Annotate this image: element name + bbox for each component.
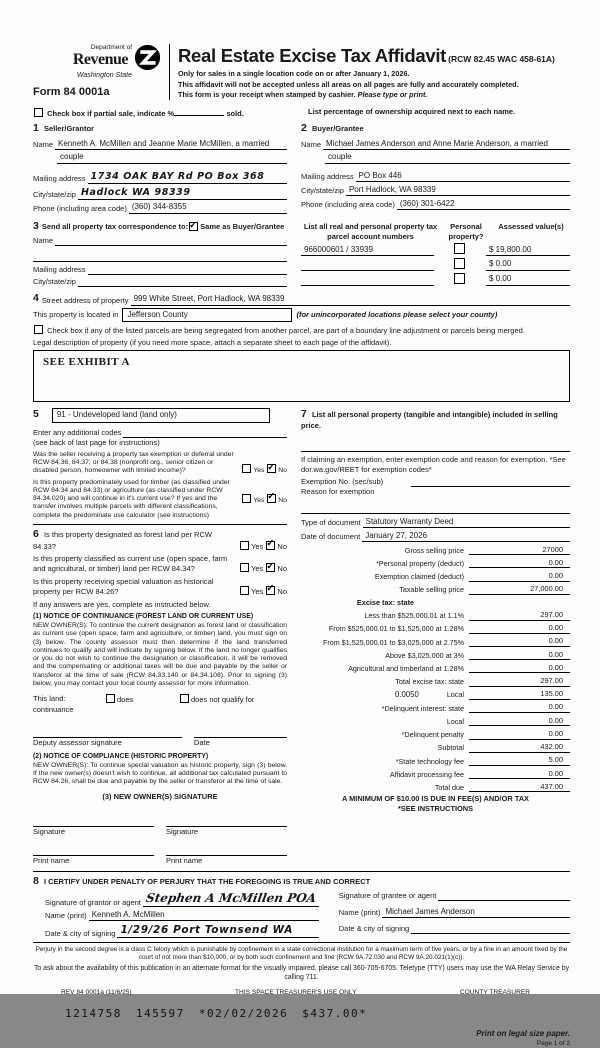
minimum-due-note: A MINIMUM OF $10.00 IS DUE IN FEE(S) AND/OR TAX *SEE INSTRUCTIONS <box>342 794 529 813</box>
treasurer-use-label: THIS SPACE TREASURER'S USE ONLY <box>235 988 357 996</box>
located-in-label: This property is located in <box>33 309 119 319</box>
s6-q3-no-checkbox[interactable] <box>266 586 275 595</box>
tax-row-delinquent-interest-local: Local 0.00 <box>301 716 570 727</box>
additional-codes-label: Enter any additional codes <box>33 428 122 438</box>
corr-city-field[interactable] <box>78 277 287 287</box>
seller-mailing-label: Mailing address <box>33 174 86 184</box>
county-treasurer-label: COUNTY TREASURER <box>459 988 530 996</box>
corr-mailing-field[interactable] <box>88 265 287 275</box>
does-not-checkbox[interactable] <box>180 694 189 703</box>
exemption-no-label: Exemption No. (sec/sub) <box>301 477 384 487</box>
tax-value-field[interactable]: 0.00 <box>469 650 570 661</box>
washington-state-label: Washington State <box>76 72 132 80</box>
buyer-name-field[interactable]: Michael James Anderson and Anne Marie Anderson, a married <box>323 139 570 150</box>
tax-value-field[interactable]: 437.00 <box>469 782 570 793</box>
grantor-signature-field[interactable]: Stephen A McMillen POA <box>143 891 319 908</box>
owner-print-name-label-2: Print name <box>166 855 203 865</box>
new-owners-signature-title: (3) NEW OWNER(S) SIGNATURE <box>102 792 218 802</box>
owner-print-name-label-1: Print name <box>33 855 70 865</box>
section-1-seller <box>33 122 287 214</box>
doc-type-field[interactable]: Statutory Warranty Deed <box>363 517 570 528</box>
tax-row-exemption-deduct: Exemption claimed (deduct) 0.00 <box>301 571 570 582</box>
doc-date-label: Date of document <box>301 532 361 542</box>
corr-name-label: Name <box>33 236 54 246</box>
seller-title: Seller/Grantor <box>43 124 94 134</box>
corr-blank-field[interactable] <box>33 252 287 262</box>
corr-name-field[interactable] <box>55 236 287 246</box>
tax-value-field[interactable]: 0.00 <box>469 571 570 582</box>
tax-value-field[interactable]: 0.00 <box>469 729 570 740</box>
seller-city-field[interactable]: Hadlock WA 98339 <box>78 187 287 200</box>
section-1-number: 1 <box>33 122 39 135</box>
header-divider <box>169 44 170 100</box>
perjury-notice: Perjury in the second degree is a class C felony which is punishable by confinement in a state correctional institution for a maximum term of five years, or by a fine in an amount fixed by the court of not more than $10,000, or by both such confinement and fine (RCW 9A.72.030 and RCW 9A.20.021(1)(c)). <box>35 946 568 962</box>
owner-signature-label-1: Signature <box>33 827 66 837</box>
continuance-label: continuance <box>33 705 74 715</box>
if-any-yes-note: If any answers are yes, complete as instructed below. <box>33 600 211 610</box>
grantee-sig-label: Signature of grantee or agent <box>338 891 437 900</box>
seller-city-label: City/state/zip <box>33 190 76 200</box>
tax-value-field[interactable]: 0.00 <box>469 636 570 647</box>
section-5-number: 5 <box>33 408 39 421</box>
grantor-name-field[interactable]: Kenneth A. McMillen <box>89 910 319 921</box>
seller-name-field-2[interactable]: couple <box>57 152 287 163</box>
parcel-row <box>301 243 570 256</box>
section-6-number: 6 <box>33 527 39 540</box>
parcel-personal-checkbox[interactable] <box>454 243 465 254</box>
notice-2-text: NEW OWNER(S): To continue special valuation as historic property, sign (3) below. If the new owner(s) doesn't wish to continue, all additional tax calculated pursuant to RCW 84.26, shall be due and payable by the seller or transferor at the time of sale. <box>33 761 287 786</box>
tax-value-field[interactable]: 0.00 <box>469 702 570 713</box>
s6-q3-answer: Yes ✓ No <box>236 586 287 597</box>
parcel-personal-checkbox[interactable] <box>454 258 465 269</box>
ownership-percentage-note: List percentage of ownership acquired next to each name. <box>308 106 516 116</box>
exemption-no-field[interactable] <box>411 477 570 487</box>
revenue-logo-icon <box>134 44 161 74</box>
parcel-col-assessed: Assessed value(s) <box>498 221 564 231</box>
buyer-city-field[interactable]: Port Hadlock, WA 98339 <box>346 185 570 196</box>
grantor-date-field[interactable]: 1/29/26 Port Townsend WA <box>117 924 318 939</box>
parcel-value-field[interactable]: $ 0.00 <box>486 259 570 270</box>
s6-q1-no-checkbox[interactable] <box>266 541 275 550</box>
local-rate-value: 0.0050 <box>394 689 419 699</box>
s6-q2-answer: Yes ✓ No <box>236 563 287 574</box>
s6-q3-text: Is this property receiving special valuation as historical property per RCW 84.26? <box>33 576 214 596</box>
tax-value-field[interactable]: 0.00 <box>469 623 570 634</box>
street-address-label: Street address of property <box>41 295 129 305</box>
parcel-row <box>301 258 570 271</box>
parcel-value-field[interactable]: $ 0.00 <box>486 274 570 285</box>
header-note-3: This form is your receipt when stamped by cashier. Please type or print. <box>178 90 428 100</box>
grantor-date-label: Date & city of signing <box>45 928 116 938</box>
tax-row-tier2: From $525,000.01 to $1,525,000 at 1.28% 0.00 <box>301 623 570 634</box>
buyer-name-label: Name <box>301 140 322 150</box>
parcel-personal-checkbox[interactable] <box>454 273 465 284</box>
s6-q2-text: Is this property classified as current use (open space, farm and agricultural, or timber) land per RCW 84.34? <box>33 554 228 574</box>
left-column <box>33 408 287 866</box>
s5-q2-yes-checkbox[interactable] <box>242 494 251 503</box>
tax-value-field[interactable]: 297.00 <box>469 676 570 687</box>
grantee-date-label: Date & city of signing <box>338 924 410 934</box>
same-as-buyer-checkbox[interactable] <box>189 222 198 231</box>
notice-2-title: (2) NOTICE OF COMPLIANCE (HISTORIC PROPERTY) <box>33 752 209 760</box>
right-column <box>301 408 570 866</box>
s5-q1-no-checkbox[interactable] <box>267 464 276 473</box>
county-select[interactable]: Jefferson County <box>122 308 292 322</box>
this-land-label: This land: <box>33 694 66 704</box>
section-4-property <box>33 292 570 402</box>
segregated-label: Check box if any of the listed parcels are being segregated from another parcel, are part of a boundary line adjustment or parcels being merged. <box>47 326 525 336</box>
partial-percent-field[interactable] <box>174 107 224 116</box>
dept-of-label: Department of <box>90 44 132 51</box>
partial-sold-label: sold. <box>226 108 244 118</box>
owner-print-name-field-2[interactable] <box>166 845 287 856</box>
tax-row-taxable: Taxable selling price 27,000.00 <box>301 584 570 595</box>
tax-value-field[interactable]: 135.00 <box>469 689 570 700</box>
print-note: Print on legal size paper. <box>476 1029 570 1039</box>
grantor-sig-label: Signature of grantor or agent <box>45 897 141 907</box>
doc-date-field[interactable]: January 27, 2026 <box>362 531 570 542</box>
tax-value-field[interactable]: 0.00 <box>469 716 570 727</box>
grantee-date-field[interactable] <box>411 924 570 934</box>
section-4-number: 4 <box>33 292 39 305</box>
same-as-buyer-label: Same as Buyer/Grantee <box>200 221 285 231</box>
legal-description-value: SEE EXHIBIT A <box>43 355 131 368</box>
county-note: (for unincorporated locations please select your county) <box>296 309 498 319</box>
tax-value-field[interactable]: 27,000.00 <box>469 584 570 595</box>
buyer-phone-label: Phone (including area code) <box>301 200 395 210</box>
s6-q1-text: Is this property designated as forest land per RCW 84.33? <box>33 529 212 551</box>
partial-sale-label: Check box if partial sale, indicate % <box>47 108 175 118</box>
see-back-note: (see back of last page for instructions) <box>33 437 160 447</box>
buyer-name-field-2[interactable]: couple <box>325 152 570 163</box>
s5-q1-text: Was the seller receiving a property tax exemption or deferral under RCW 84.36, 84.37, or 84.38 (nonprofit org., senior citizen or disabled person, homeowner with limited income)? <box>33 450 234 475</box>
tax-row-tier1: Less than $525,000.01 at 1.1% 297.00 <box>301 610 570 621</box>
owner-signature-field-2[interactable] <box>166 816 287 827</box>
deputy-date-label: Date <box>193 737 210 747</box>
segregated-checkbox[interactable] <box>34 325 43 334</box>
form-header <box>33 44 570 100</box>
tax-value-field[interactable]: 0.00 <box>469 769 570 780</box>
grantor-name-label: Name (print) <box>45 911 87 921</box>
s6-q1-yes-checkbox[interactable] <box>240 541 249 550</box>
legal-description-box[interactable] <box>33 350 570 402</box>
grantor-signing-block <box>45 888 319 938</box>
tax-row-total-state: Total excise tax: state 297.00 <box>301 676 570 687</box>
section-3-correspondence <box>33 220 287 287</box>
additional-codes-field[interactable] <box>123 428 287 438</box>
exemption-reason-label: Reason for exemption <box>301 486 375 496</box>
page-number: Page 1 of 2 <box>536 1039 570 1047</box>
section-8-number: 8 <box>33 874 39 887</box>
seller-name-field[interactable]: Kenneth A. McMillen and Jeanne Marie McMillen, a married <box>55 139 287 150</box>
tax-value-field[interactable]: 5.00 <box>469 755 570 766</box>
deputy-date-field[interactable] <box>194 727 287 738</box>
parcel-col-account: List all real and personal property tax parcel account numbers <box>303 221 438 241</box>
alt-format-notice: To ask about the availability of this publication in an alternate format for the visually impaired, please call 360-705-6705. Teletype (TTY) users may use the WA Relay Service by calling 711. <box>33 965 570 981</box>
section-7-text: List all personal property (tangible and intangible) included in selling price. <box>301 409 558 431</box>
seller-phone-label: Phone (including area code) <box>33 204 127 214</box>
section-8-certify <box>33 875 570 939</box>
exemption-divider <box>301 451 570 452</box>
tax-row-total-due: Total due 437.00 <box>301 782 570 793</box>
does-checkbox[interactable] <box>106 694 115 703</box>
document-divider <box>301 513 570 514</box>
s5-q1-yes-checkbox[interactable] <box>242 464 251 473</box>
owner-signature-label-2: Signature <box>166 827 199 837</box>
doc-type-label: Type of document <box>301 518 361 528</box>
s5-q2-text: Is this property predominately used for timber (as classified under RCW 84.34 and 84.33) or agriculture (as classified under RCW 84.34.020) and will continue in it's current use? If yes and the transfer involves multiple parcels with different classifications, complete the predominate use calculator (see instructions) <box>33 478 230 519</box>
s6-q3-yes-checkbox[interactable] <box>240 586 249 595</box>
section-7-number: 7 <box>301 407 307 420</box>
land-use-code-select[interactable]: 91 - Undeveloped land (land only) <box>52 408 270 423</box>
tax-value-field[interactable]: 297.00 <box>469 610 570 621</box>
section-6-divider <box>33 524 287 525</box>
tax-value-field[interactable]: 0.00 <box>469 663 570 674</box>
parcel-table <box>301 220 570 287</box>
treasurer-stamp: 1214758 145597 *02/02/2026 $437.00* <box>65 1007 368 1021</box>
certify-title: I CERTIFY UNDER PENALTY OF PERJURY THAT THE FOREGOING IS TRUE AND CORRECT <box>43 876 371 886</box>
section-3-number: 3 <box>33 219 39 232</box>
buyer-title: Buyer/Grantee <box>311 124 364 134</box>
notice-1-title: (1) NOTICE OF CONTINUANCE (FOREST LAND OR CURRENT USE) <box>33 613 254 621</box>
owner-print-name-field-1[interactable] <box>33 845 154 856</box>
tax-row-personal-deduct: *Personal property (deduct) 0.00 <box>301 558 570 569</box>
form-number: Form 84 0001a <box>33 86 110 99</box>
parcel-col-personal: Personal property? <box>448 221 484 241</box>
buyer-mailing-label: Mailing address <box>301 172 354 182</box>
seller-name-label: Name <box>33 140 54 150</box>
buyer-mailing-field[interactable]: PO Box 446 <box>356 171 570 182</box>
s5-q1-answer: Yes ✓ No <box>238 464 287 475</box>
does-not-option: does not qualify for <box>179 694 254 705</box>
agency-logo-block <box>33 44 161 100</box>
tax-row-gross: Gross selling price 27000 <box>301 545 570 556</box>
deputy-assessor-label: Deputy assessor signature <box>33 737 122 747</box>
section-2-number: 2 <box>301 122 307 135</box>
section-8-bottom-rule <box>33 942 570 943</box>
parcel-row <box>301 273 570 286</box>
seller-phone-field[interactable]: (360) 344-8355 <box>129 202 287 213</box>
parcel-account-field[interactable]: 966000601 / 33939 <box>301 245 434 256</box>
grantee-name-label: Name (print) <box>338 908 381 918</box>
rev-form-id: REV 84 0001a (11/6/25) <box>61 988 132 996</box>
buyer-phone-field[interactable]: (360) 301-6422 <box>397 199 570 210</box>
s6-q1-answer: Yes ✓ No <box>236 541 287 552</box>
section-2-buyer <box>301 122 570 214</box>
deputy-assessor-signature-field[interactable] <box>33 727 182 738</box>
legal-description-label: Legal description of property (if you need more space, attach a separate sheet to each page of the affidavit). <box>33 337 392 347</box>
owner-signature-field-1[interactable] <box>33 816 154 827</box>
tax-row-tier4: Above $3,025,000 at 3% 0.00 <box>301 650 570 661</box>
does-option: does <box>105 694 179 705</box>
s6-q2-no-checkbox[interactable] <box>266 563 275 572</box>
tax-value-field[interactable]: 0.00 <box>469 558 570 569</box>
tax-value-field[interactable]: 432.00 <box>469 742 570 753</box>
tax-row-subtotal: Subtotal 432.00 <box>301 742 570 753</box>
parcel-value-field[interactable]: $ 19,800.00 <box>486 245 570 256</box>
grantee-name-field[interactable]: Michael James Anderson <box>382 907 570 918</box>
corr-mailing-label: Mailing address <box>33 264 86 274</box>
tax-row-agricultural: Agricultural and timberland at 1.28% 0.00 <box>301 663 570 674</box>
s5-q2-no-checkbox[interactable] <box>267 494 276 503</box>
tax-row-processing-fee: Affidavit processing fee 0.00 <box>301 769 570 780</box>
parcel-account-field[interactable] <box>301 261 434 271</box>
seller-mailing-field[interactable]: 1734 OAK BAY Rd PO Box 368 <box>88 171 287 184</box>
partial-sale-left <box>33 107 308 119</box>
tax-row-tier3: From $1,525,000.01 to $3,025,000 at 2.75% 0.00 <box>301 636 570 647</box>
street-address-field[interactable]: 999 White Street, Port Hadlock, WA 98339 <box>131 294 570 305</box>
notice-1-text: NEW OWNER(S): To continue the current designation as forest land or classification as current use (open space, farm and agriculture, or timber) land, you must sign on (3) below. The county assessor must then determine if the land transferred continues to qualify and will indicate by signing below. If the land no longer qualifies or you do not wish to continue the designation or classification, it will be removed and the compensating or additional taxes will be due and payable by the seller or transferor at the time of sale (RCW 84.33.140 or 84.34.108). Prior to signing (3) below, you may contact your local county assessor for more information. <box>33 622 287 688</box>
tax-row-delinquent-interest-state: *Delinquent interest: state 0.00 <box>301 702 570 713</box>
section-8-top-rule <box>33 871 570 872</box>
buyer-city-label: City/state/zip <box>301 186 344 196</box>
grantee-signature-field[interactable] <box>438 891 570 901</box>
correspondence-label: Send all property tax correspondence to: <box>41 221 189 231</box>
tax-row-delinquent-penalty: *Delinquent penalty 0.00 <box>301 729 570 740</box>
partial-sale-checkbox[interactable] <box>34 108 43 117</box>
grantee-signing-block <box>339 888 570 938</box>
s6-q2-yes-checkbox[interactable] <box>240 563 249 572</box>
revenue-wordmark: Revenue <box>72 51 128 69</box>
title-rcw-reference: (RCW 82.45 WAC 458-61A) <box>448 54 555 64</box>
header-note-2: This affidavit will not be accepted unless all areas on all pages are fully and accurately completed. <box>178 79 519 89</box>
exemption-text: If claiming an exemption, enter exemption code and reason for exemption. *See dor.wa.gov/REET for exemption codes* <box>301 454 566 474</box>
partial-sale-row <box>33 107 570 119</box>
page-title: Real Estate Excise Tax Affidavit <box>178 45 447 66</box>
header-note-1: Only for sales in a single location code on or after January 1, 2026. <box>178 69 410 79</box>
tax-value-field[interactable]: 27000 <box>469 545 570 556</box>
tax-row-technology-fee: *State technology fee 5.00 <box>301 755 570 766</box>
s5-q2-answer: Yes ✓ No <box>238 494 287 505</box>
parcel-account-field[interactable] <box>301 276 434 286</box>
tax-row-local: 0.0050 Local 135.00 <box>301 689 570 700</box>
corr-city-label: City/state/zip <box>33 277 76 287</box>
excise-tax-state-header: Excise tax: state <box>356 597 415 607</box>
